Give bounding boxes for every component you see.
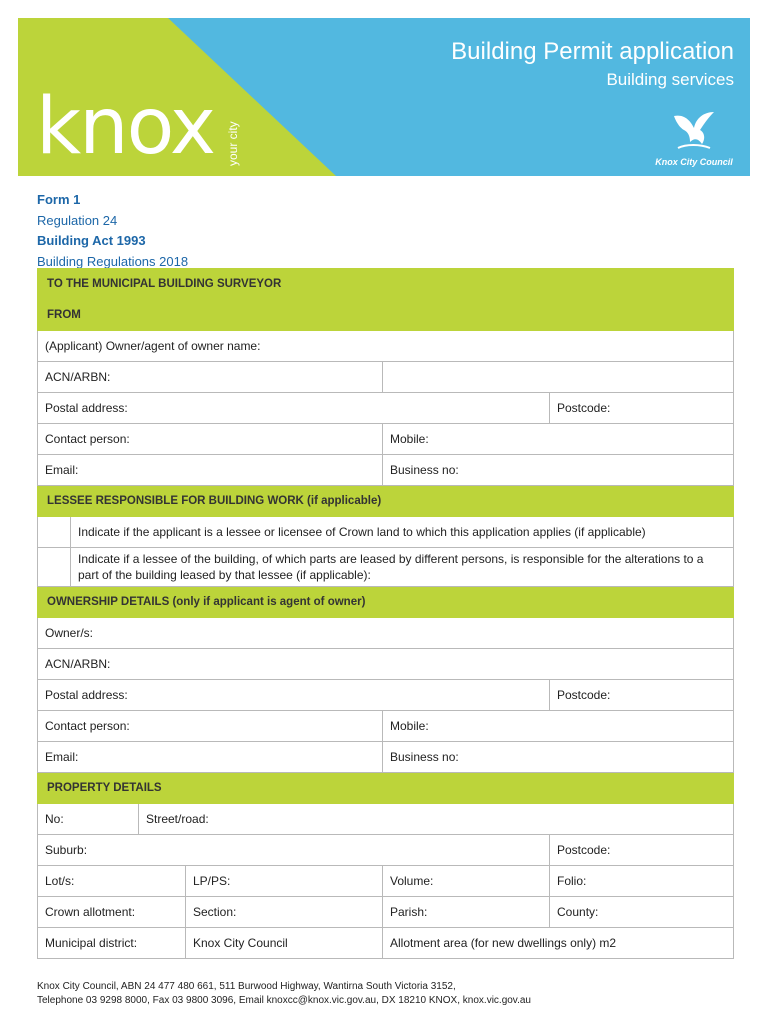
building-act: Building Act 1993 — [37, 233, 146, 248]
application-form-table — [37, 268, 734, 959]
page-title: Building Permit application — [451, 38, 734, 65]
property-county-field[interactable]: County: — [550, 897, 734, 928]
owner-business-field[interactable]: Business no: — [383, 742, 734, 773]
property-lpps-field[interactable]: LP/PS: — [186, 866, 383, 897]
lessee-crown-label: Indicate if the applicant is a lessee or licensee of Crown land to which this application applies (if applicable) — [71, 517, 734, 548]
lessee-building-checkbox[interactable] — [38, 548, 71, 587]
property-allotment-area-field[interactable]: Allotment area (for new dwellings only) m2 — [383, 928, 734, 959]
knox-logo: knox — [36, 82, 215, 172]
property-folio-field[interactable]: Folio: — [550, 866, 734, 897]
applicant-email-field[interactable]: Email: — [38, 455, 383, 486]
section-header-property: PROPERTY DETAILS — [38, 773, 734, 804]
owner-postcode-field[interactable]: Postcode: — [550, 680, 734, 711]
property-section-field[interactable]: Section: — [186, 897, 383, 928]
lessee-crown-checkbox[interactable] — [38, 517, 71, 548]
property-suburb-field[interactable]: Suburb: — [38, 835, 550, 866]
header-banner — [18, 18, 750, 176]
applicant-postcode-field[interactable]: Postcode: — [550, 393, 734, 424]
section-header-from: FROM — [38, 300, 734, 331]
owner-acn-field[interactable]: ACN/ARBN: — [38, 649, 734, 680]
applicant-mobile-field[interactable]: Mobile: — [383, 424, 734, 455]
property-lots-field[interactable]: Lot/s: — [38, 866, 186, 897]
property-parish-field[interactable]: Parish: — [383, 897, 550, 928]
building-regulations: Building Regulations 2018 — [37, 253, 189, 269]
form-meta — [37, 190, 188, 272]
footer-phone: Telephone 03 9298 8000, Fax 03 9800 3096, Email knoxcc@knox.vic.gov.au, DX 18210 KNOX, knox.vic.gov.au — [37, 995, 531, 1006]
property-district-label: Municipal district: — [38, 928, 186, 959]
property-crown-field[interactable]: Crown allotment: — [38, 897, 186, 928]
owner-name-field[interactable]: Owner/s: — [38, 618, 734, 649]
applicant-name-field[interactable]: (Applicant) Owner/agent of owner name: — [38, 331, 734, 362]
footer-address: Knox City Council, ABN 24 477 480 661, 511 Burwood Highway, Wantirna South Victoria 3152, — [37, 981, 456, 992]
applicant-acn-field[interactable] — [383, 362, 734, 393]
logo-tagline: your city — [226, 121, 240, 166]
applicant-acn-label: ACN/ARBN: — [38, 362, 383, 393]
section-header-to: TO THE MUNICIPAL BUILDING SURVEYOR — [38, 269, 734, 300]
owner-contact-field[interactable]: Contact person: — [38, 711, 383, 742]
property-no-field[interactable]: No: — [38, 804, 139, 835]
owner-mobile-field[interactable]: Mobile: — [383, 711, 734, 742]
council-logo — [654, 108, 734, 167]
form-number: Form 1 — [37, 192, 81, 207]
section-header-ownership: OWNERSHIP DETAILS (only if applicant is agent of owner) — [38, 587, 734, 618]
section-header-lessee: LESSEE RESPONSIBLE FOR BUILDING WORK (if applicable) — [38, 486, 734, 517]
property-volume-field[interactable]: Volume: — [383, 866, 550, 897]
bird-emblem-icon — [670, 108, 718, 152]
applicant-business-field[interactable]: Business no: — [383, 455, 734, 486]
owner-email-field[interactable]: Email: — [38, 742, 383, 773]
council-name: Knox City Council — [655, 157, 733, 167]
owner-postal-field[interactable]: Postal address: — [38, 680, 550, 711]
applicant-contact-field[interactable]: Contact person: — [38, 424, 383, 455]
regulation-number: Regulation 24 — [37, 212, 118, 228]
property-district-value: Knox City Council — [186, 928, 383, 959]
page-subtitle: Building services — [606, 70, 734, 89]
applicant-postal-field[interactable]: Postal address: — [38, 393, 550, 424]
property-postcode-field[interactable]: Postcode: — [550, 835, 734, 866]
footer-contact — [37, 980, 531, 1008]
property-street-field[interactable]: Street/road: — [139, 804, 734, 835]
lessee-building-label: Indicate if a lessee of the building, of which parts are leased by different persons, is responsible for the alterations to a part of the building leased by that lessee (if applicable): — [71, 548, 734, 587]
